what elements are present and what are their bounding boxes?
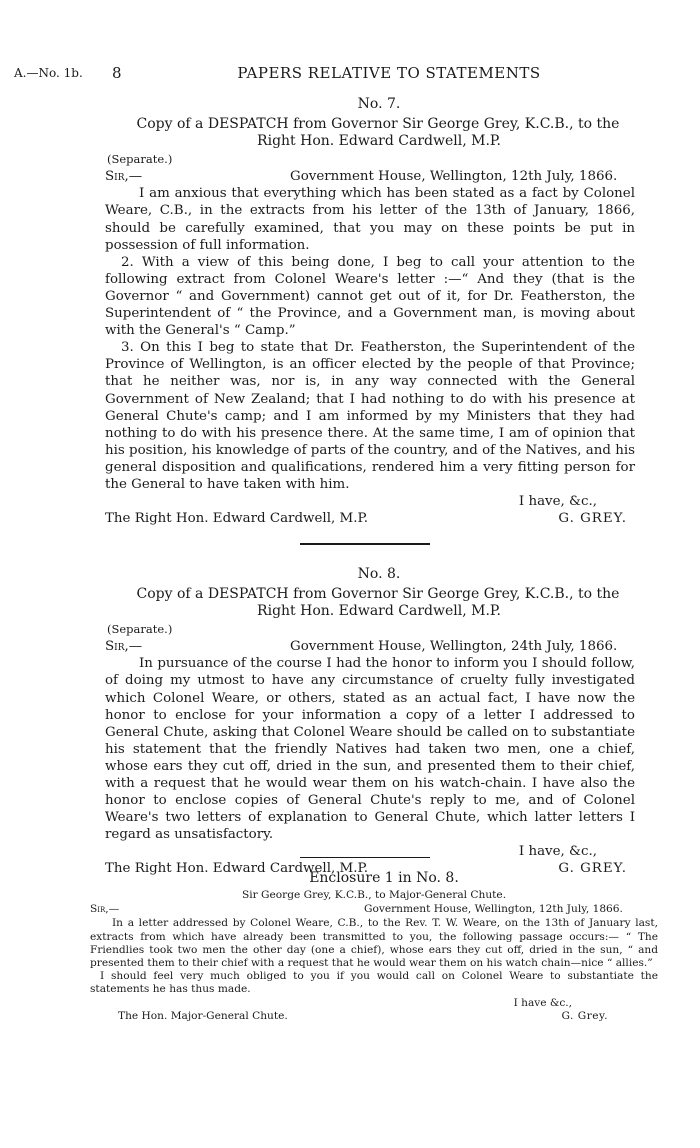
- place-date: Government House, Wellington, 24th July, 1866.: [290, 639, 618, 655]
- place-date: Government House, Wellington, 12th July, 1866.: [364, 903, 623, 916]
- paragraph: 2. With a view of this being done, I beg to call your attention to the following extract from Colonel Weare's letter :—“ And they (that is the Governor “ and Government) cannot get out of it, for Dr. Featherston, the Superintendent of “ the Province, and a Government man, is moving about with the General's “ Camp.”: [105, 254, 635, 339]
- despatch-number: No. 7.: [357, 96, 401, 112]
- signature: G. Grey.: [561, 1009, 608, 1022]
- separate-note: (Separate.): [107, 152, 173, 167]
- salutation-row: [105, 638, 635, 655]
- page-number: 8: [112, 64, 122, 82]
- paragraph: I am anxious that everything which has been stated as a fact by Colonel Weare, C.B., in the extracts from his letter of the 13th of January, 1866, should be carefully examined, that you may on these points be put in possession of full information.: [105, 186, 635, 253]
- despatch-no-8: [105, 566, 635, 877]
- paragraph: I should feel very much obliged to you if you would call on Colonel Weare to substantiate the statements he has thus made.: [90, 970, 658, 996]
- despatch-caption-addressee: Right Hon. Edward Cardwell, M.P.: [257, 133, 501, 150]
- addressee: The Hon. Major-General Chute.: [118, 1009, 288, 1022]
- place-date: Government House, Wellington, 12th July, 1866.: [290, 169, 618, 185]
- section-divider: [300, 857, 430, 858]
- despatch-caption: Copy of a DESPATCH from Governor Sir George Grey, K.C.B., to the: [136, 586, 620, 603]
- closing: I have, &c.,: [518, 844, 597, 860]
- signature: G. GREY.: [558, 861, 627, 877]
- despatch-caption-addressee: Right Hon. Edward Cardwell, M.P.: [257, 603, 501, 620]
- page-header: [14, 64, 686, 84]
- despatch-no-7: [105, 96, 635, 527]
- paragraph: 3. On this I beg to state that Dr. Featherston, the Superintendent of the Province of Wellington, is an officer elected by the people of that Province; that he neither was, nor is, in any way connected with the General Government of New Zealand; that I had nothing to do with his presence at General Chute's camp; and I am informed by my Ministers that they had nothing to do with his presence there. At the same time, I am of opinion that his position, his knowledge of parts of the country, and of the Natives, and his general disposition and qualifications, rendered him a very fitting person for the General to have taken with him.: [105, 340, 635, 492]
- salutation: Sir,—: [90, 903, 120, 916]
- paragraph: In a letter addressed by Colonel Weare, C.B., to the Rev. T. W. Weare, on the 13th of January last, extracts from which have already been transmitted to you, the following passage occurs:— “ The Friendlies took two men the other day (one a chief), whose ears they cut off, dried in the sun, “ and presented them to their chief with a request that he would wear them on his watch chain—nice “ allies.”: [90, 917, 658, 969]
- section-divider: [300, 543, 430, 545]
- addressee: The Right Hon. Edward Cardwell, M.P.: [105, 861, 369, 877]
- running-title: PAPERS RELATIVE TO STATEMENTS: [237, 64, 541, 82]
- signature-block: [90, 997, 658, 1025]
- addressee: The Right Hon. Edward Cardwell, M.P.: [105, 511, 369, 527]
- paragraph: In pursuance of the course I had the honor to inform you I should follow, of doing my utmost to have any circumstance of cruelty fully investigated which Colonel Weare, or others, stated as an actual fact, I have now the honor to enclose for your information a copy of a letter I addressed to General Chute, asking that Colonel Weare should be called on to substantiate his statement that the friendly Natives had taken two men, one a chief, whose ears they cut off, dried in the sun, and presented them to their chief, with a request that he would wear them on his watch-chain. I have also the honor to enclose copies of General Chute's reply to me, and of Colonel Weare's two letters of explanation to General Chute, which latter letters I regard as unsatisfactory.: [105, 656, 635, 843]
- salutation-row: [90, 903, 658, 917]
- signature: G. GREY.: [558, 511, 627, 527]
- salutation: Sir,—: [105, 169, 143, 185]
- salutation: Sir,—: [105, 639, 143, 655]
- enclosure-1: [90, 870, 658, 1025]
- closing: I have, &c.,: [518, 494, 597, 510]
- despatch-number: No. 8.: [357, 566, 401, 582]
- closing: I have &c.,: [513, 996, 572, 1009]
- enclosure-title: Enclosure 1 in No. 8.: [309, 870, 459, 886]
- salutation-row: [105, 168, 635, 185]
- separate-note: (Separate.): [107, 622, 173, 637]
- signature-block: [105, 493, 635, 527]
- despatch-caption: Copy of a DESPATCH from Governor Sir George Grey, K.C.B., to the: [136, 116, 620, 133]
- enclosure-caption: Sir George Grey, K.C.B., to Major-General Chute.: [241, 889, 507, 902]
- document-reference: A.—No. 1b.: [14, 66, 83, 80]
